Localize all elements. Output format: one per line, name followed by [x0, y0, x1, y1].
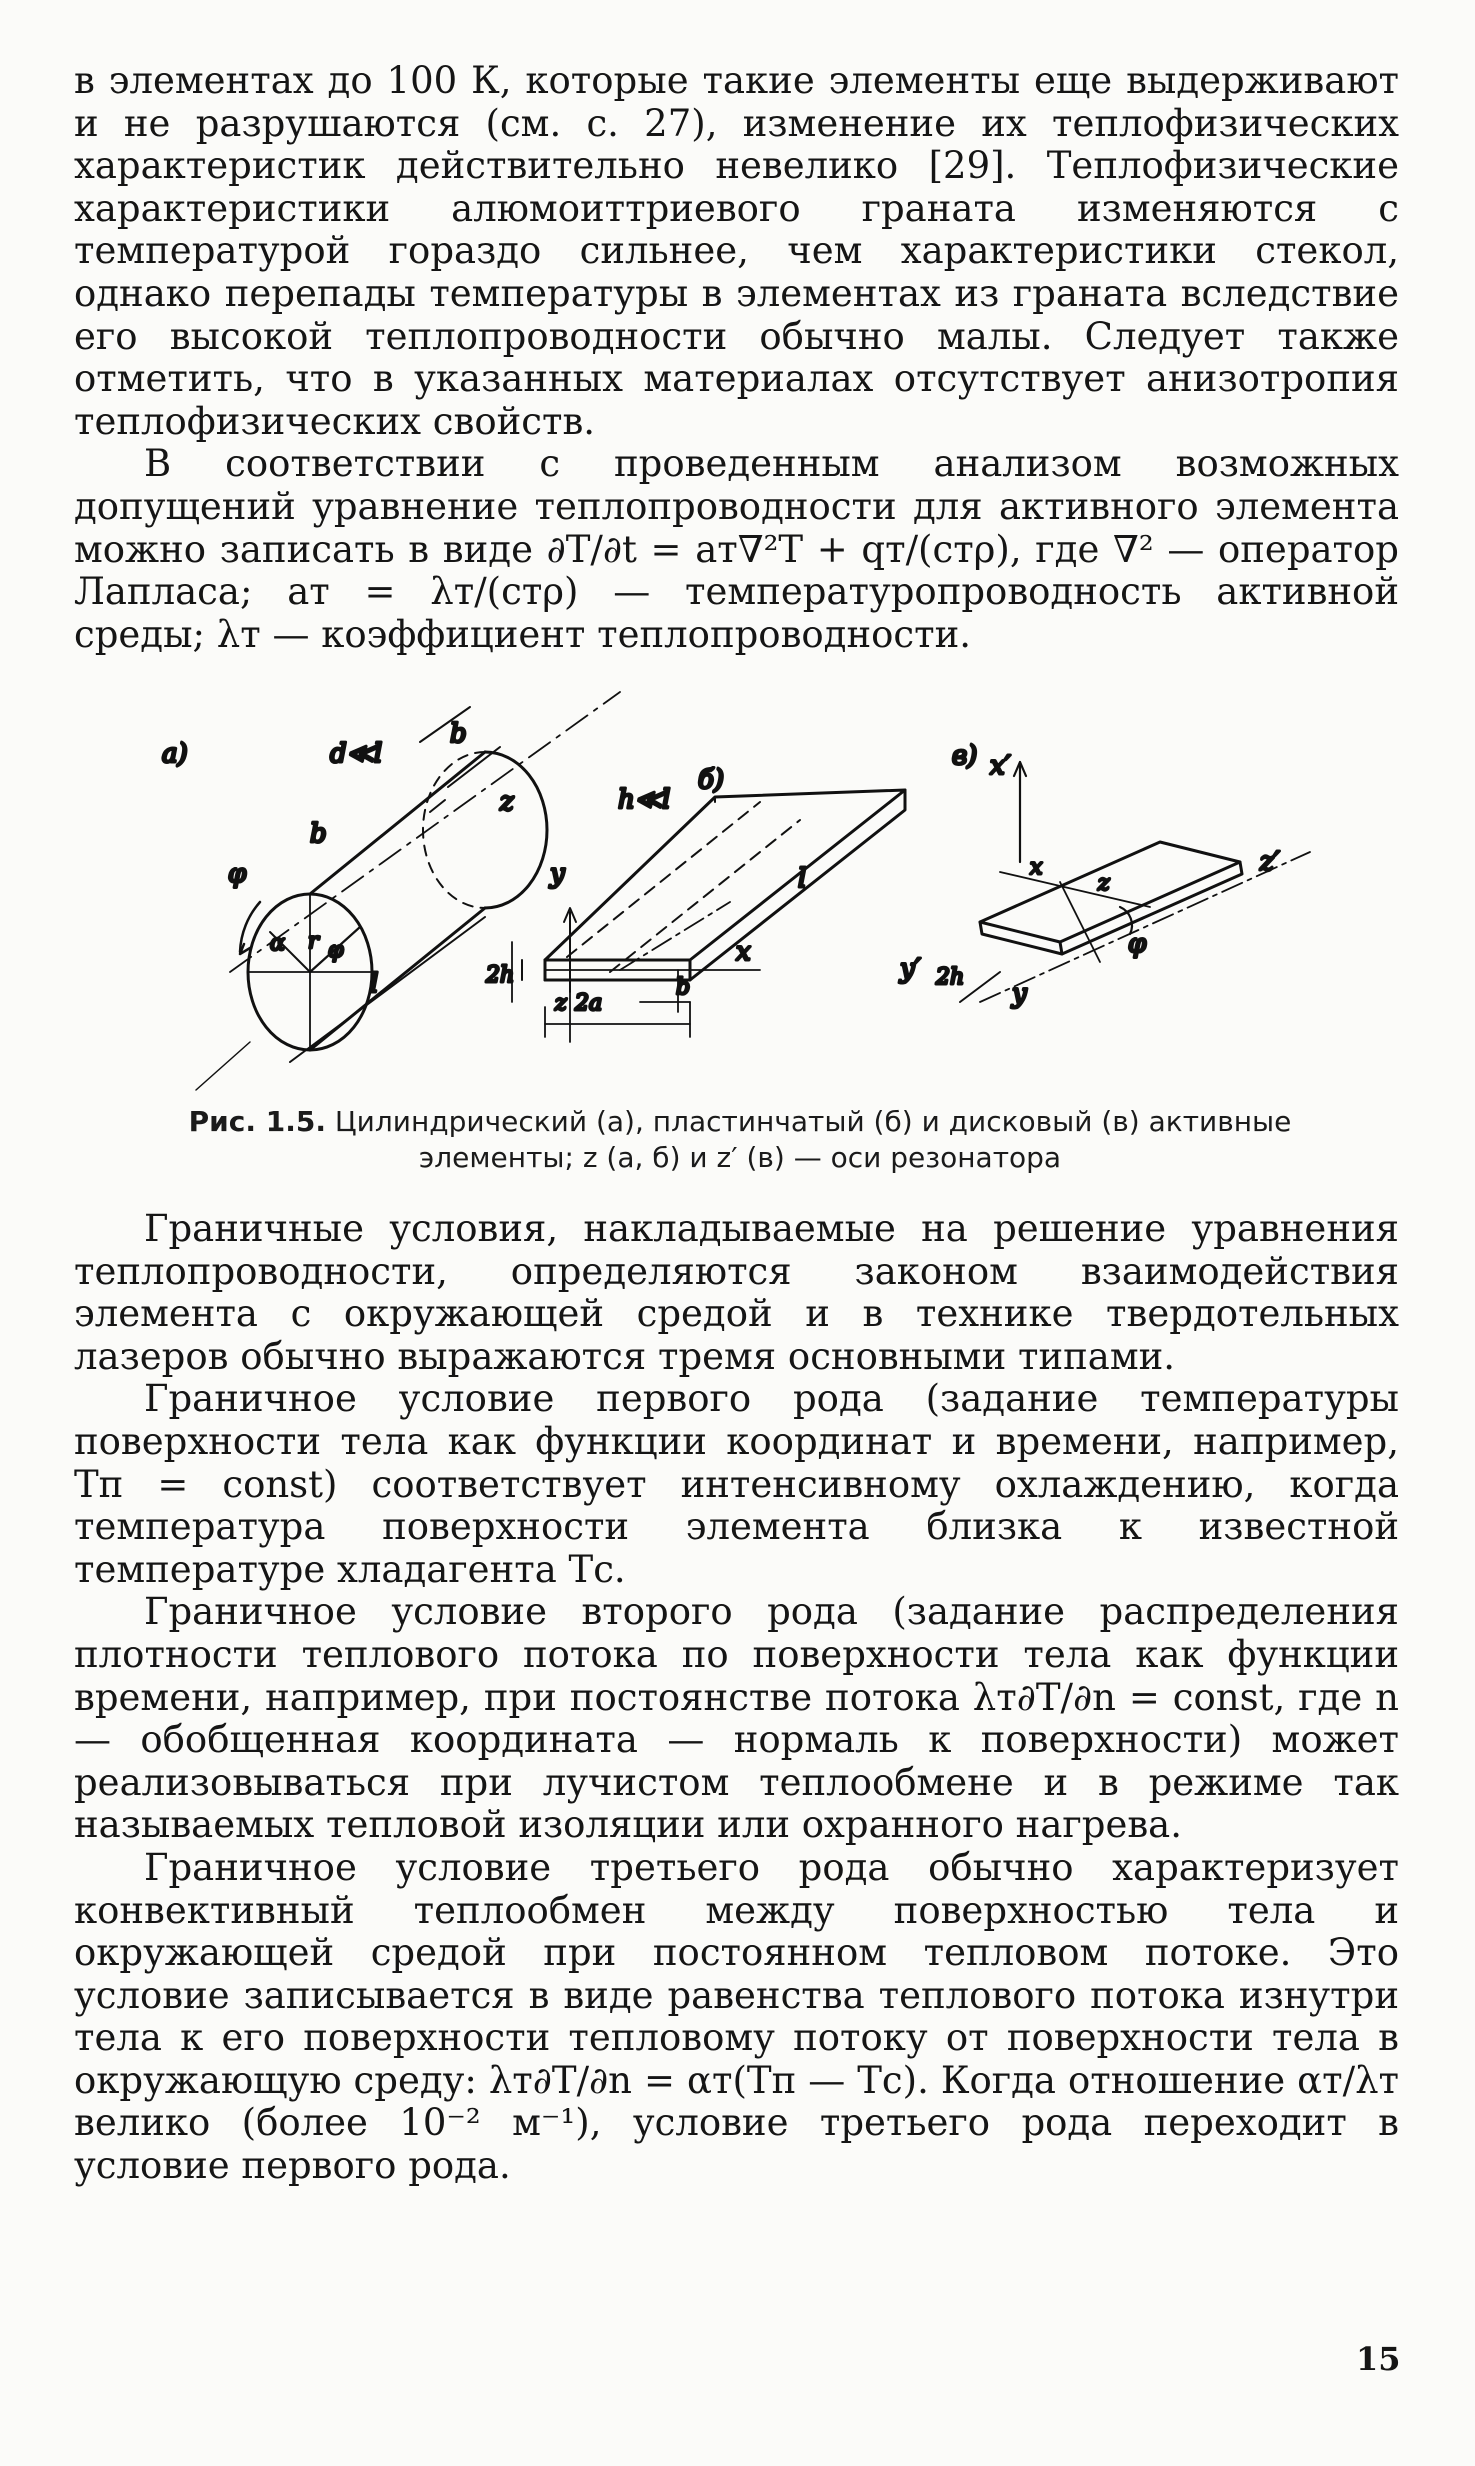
text-block-bottom — [74, 1208, 1399, 2188]
label-a: а) — [162, 739, 188, 769]
label-b-top: b — [450, 719, 467, 749]
label-phi-a: φ — [228, 859, 247, 889]
label-x-v: x — [1030, 855, 1043, 880]
label-d-ll-l: d≪l — [330, 739, 383, 769]
label-b-small: b — [676, 975, 691, 1000]
label-z-prime: z′ — [1260, 847, 1280, 877]
cylinder-element — [196, 692, 620, 1090]
label-y-prime: y′ — [900, 954, 921, 984]
figure-caption — [120, 1104, 1360, 1176]
label-r: r — [308, 929, 319, 954]
label-phi-small: φ — [328, 938, 344, 963]
paragraph-1: в элементах до 100 К, которые такие элементы еще выдерживают и не разрушаются (см. с. 27), изменение их теплофизических характеристик действительно невелико [29]. Теплофизические характеристики алюмоиттриевого граната изменяются с температурой гораздо сильнее, чем характеристики стекол, однако перепады температуры в элементах из граната вследствие его высокой теплопроводности обычно малы. Следует также отметить, что в указанных материалах отсутствует анизотропия теплофизических свойств. — [74, 59, 1399, 443]
label-alpha: α — [270, 931, 285, 956]
label-x-b: x — [736, 937, 751, 967]
label-z-v: z — [1098, 871, 1110, 896]
caption-text: Цилиндрический (а), пластинчатый (б) и дисковый (в) активные элементы; z (а, б) и z′ (в) — оси резонатора — [334, 1105, 1292, 1174]
paragraph-2: В соответствии с проведенным анализом возможных допущений уравнение теплопроводности для активного элемента можно записать в виде ∂T/∂t = aт∇²T + qт/(cтρ), где ∇² — оператор Лапласа; aт = λт/(cтρ) — температуропроводность активной среды; λт — коэффициент теплопроводности. — [74, 442, 1399, 656]
label-b: б) — [698, 765, 725, 795]
label-l-b: l — [798, 864, 807, 894]
slab-element — [512, 790, 905, 1042]
paragraph-5: Граничное условие второго рода (задание распределения плотности теплового потока по поверхности тела как функции времени, например, при постоянстве потока λт∂T/∂n = const, где n — обобщенная координата — нормаль к поверхности) может реализовываться при лучистом теплообмене и в режиме так называемых тепловой изоляции или охранного нагрева. — [74, 1590, 1399, 1847]
label-h-ll-l: h≪l — [618, 785, 671, 815]
figure-drawing — [162, 702, 1350, 1102]
label-l-a: l — [370, 969, 379, 999]
label-z-a: z — [500, 787, 514, 817]
text-block-top — [74, 60, 1399, 656]
label-y-b: y — [550, 859, 565, 889]
label-b-mid: b — [310, 819, 327, 849]
label-phi-v: φ — [1128, 929, 1147, 959]
disk-element — [960, 762, 1310, 1002]
figure-1-5 — [162, 702, 1350, 1102]
label-x-prime: x′ — [990, 751, 1011, 781]
label-y-v: y — [1012, 979, 1027, 1009]
caption-label: Рис. 1.5. — [188, 1105, 327, 1138]
page-number: 15 — [1356, 2340, 1401, 2378]
label-v: в) — [952, 741, 978, 771]
label-2h-v: 2h — [936, 965, 965, 990]
paragraph-6: Граничное условие третьего рода обычно характеризует конвективный теплообмен между поверхностью тела и окружающей средой при постоянном тепловом потоке. Это условие записывается в виде равенства теплового потока изнутри тела к его поверхности тепловому потоку от поверхности тела в окружающую среду: λт∂T/∂n = αт(Tп — Tс). Когда отношение αт/λт велико (более 10⁻² м⁻¹), условие третьего рода переходит в условие первого рода. — [74, 1845, 1399, 2188]
paragraph-4: Граничное условие первого рода (задание температуры поверхности тела как функции координат и времени, например, Tп = const) соответствует интенсивному охлаждению, когда температура поверхности элемента близка к известной температуре хладагента Tс. — [74, 1377, 1399, 1591]
label-2h-b: 2h — [486, 963, 515, 988]
paragraph-3: Граничные условия, накладываемые на решение уравнения теплопроводности, определяются законом взаимодействия элемента с окружающей средой и в технике твердотельных лазеров обычно выражаются тремя основными типами. — [74, 1207, 1399, 1378]
label-2a: 2a — [575, 991, 603, 1016]
label-z-b: z — [555, 991, 567, 1016]
